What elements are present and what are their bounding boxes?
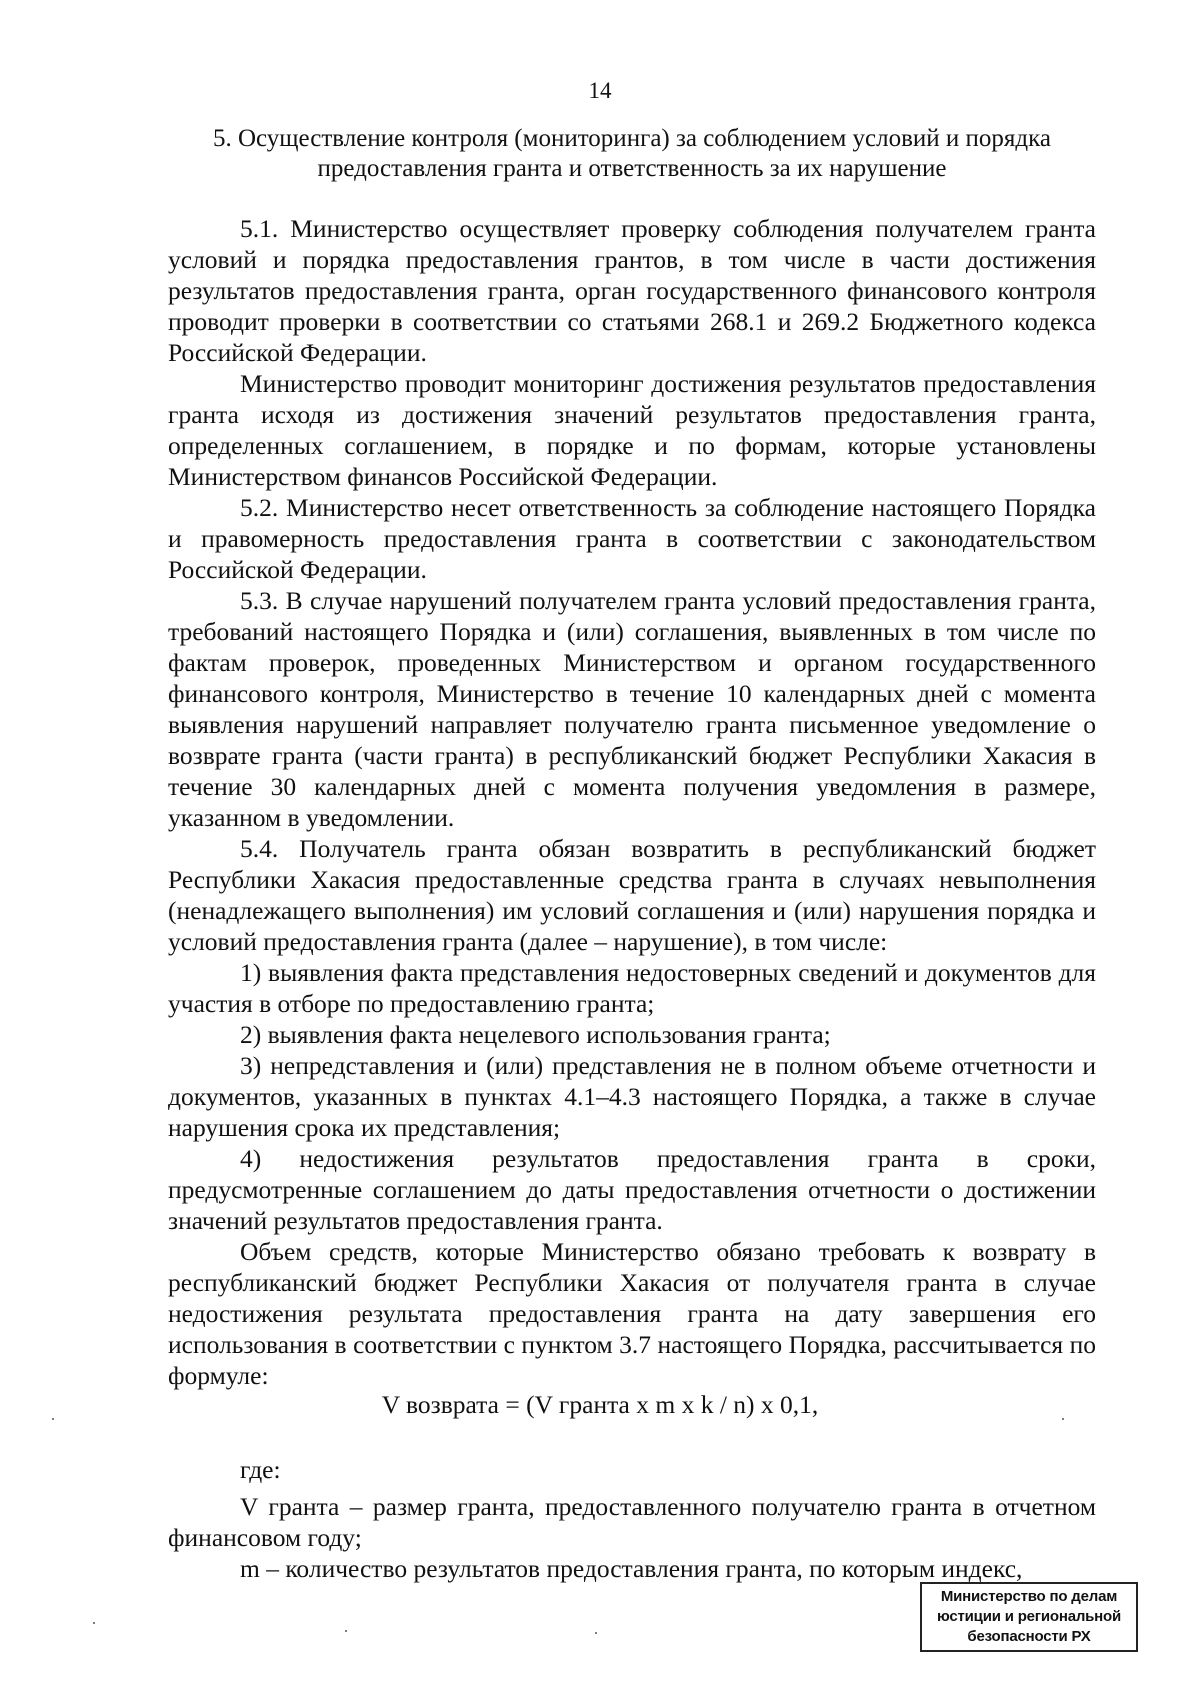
scan-speck [52, 1418, 54, 1420]
scan-speck [1062, 1418, 1064, 1420]
paragraph-5-4: 5.4. Получатель гранта обязан возвратить в республиканский бюджет Республики Хакасия предоставленные средства гранта в случаях невыполнения (ненадлежащего выполнения) им условий соглашения и (или) нарушения порядка и условий предоставления гранта (далее – нарушение), в том числе: [168, 834, 1096, 956]
list-item-1: 1) выявления факта представления недостоверных сведений и документов для участия в отборе по предоставлению гранта; [168, 958, 1096, 1018]
ministry-stamp [920, 1582, 1138, 1652]
list-item-3: 3) непредставления и (или) представления не в полном объеме отчетности и документов, указанных в пунктах 4.1–4.3 настоящего Порядка, а также в случае нарушения срока их представления; [168, 1051, 1096, 1142]
scan-speck [345, 1630, 347, 1632]
paragraph-5-2: 5.2. Министерство несет ответственность за соблюдение настоящего Порядка и правомерность предоставления гранта в соответствии с законодательством Российской Федерации. [168, 493, 1096, 584]
definition-v-grant: V гранта – размер гранта, предоставленного получателю гранта в отчетном финансовом году; [168, 1492, 1096, 1552]
list-item-4: 4) недостижения результатов предоставления гранта в сроки, предусмотренные соглашением до даты предоставления отчетности о достижении значений результатов предоставления гранта. [168, 1144, 1096, 1235]
formula-definitions [168, 1454, 1096, 1584]
stamp-line-2: юстиции и региональной [936, 1608, 1122, 1625]
list-item-2: 2) выявления факта нецелевого использования гранта; [240, 1020, 831, 1049]
document-body [168, 213, 1096, 1391]
scan-speck [93, 1622, 95, 1624]
page-number: 14 [588, 78, 612, 103]
heading-line-1: 5. Осуществление контроля (мониторинга) за соблюдением условий и порядка [212, 125, 1052, 152]
paragraph-refund-volume: Объем средств, которые Министерство обязано требовать к возврату в республиканский бюджет Республики Хакасия от получателя гранта в случае недостижения результата предоставления гранта на дату завершения его использования в соответствии с пунктом 3.7 настоящего Порядка, рассчитывается по формуле: [168, 1237, 1096, 1390]
refund-formula: V возврата = (V гранта x m x k / n) x 0,1, [381, 1390, 819, 1419]
stamp-line-3: безопасности РХ [967, 1628, 1091, 1645]
where-label: где: [240, 1455, 281, 1484]
paragraph-monitoring: Министерство проводит мониторинг достижения результатов предоставления гранта исходя из достижения значений результатов предоставления гранта, определенных соглашением, в порядке и по формам, которые установлены Министерством финансов Российской Федерации. [168, 369, 1096, 491]
stamp-line-1: Министерство по делам [940, 1588, 1118, 1605]
paragraph-5-3: 5.3. В случае нарушений получателем гранта условий предоставления гранта, требований настоящего Порядка и (или) соглашения, выявленных в том числе по фактам проверок, проведенных Министерством и органом государственного финансового контроля, Министерство в течение 10 календарных дней с момента выявления нарушений направляет получателю гранта письменное уведомление о возврате гранта (части гранта) в республиканский бюджет Республики Хакасия в течение 30 календарных дней с момента получения уведомления в размере, указанном в уведомлении. [168, 586, 1096, 832]
definition-m: m – количество результатов предоставления гранта, по которым индекс, [240, 1554, 1023, 1583]
paragraph-5-1: 5.1. Министерство осуществляет проверку соблюдения получателем гранта условий и порядка предоставления грантов, в том числе в части достижения результатов предоставления гранта, орган государственного финансового контроля проводит проверки в соответствии со статьями 268.1 и 269.2 Бюджетного кодекса Российской Федерации. [168, 214, 1096, 367]
heading-line-2: предоставления гранта и ответственность за их нарушение [317, 155, 947, 182]
section-heading [168, 124, 1096, 184]
scan-speck [595, 1632, 597, 1634]
